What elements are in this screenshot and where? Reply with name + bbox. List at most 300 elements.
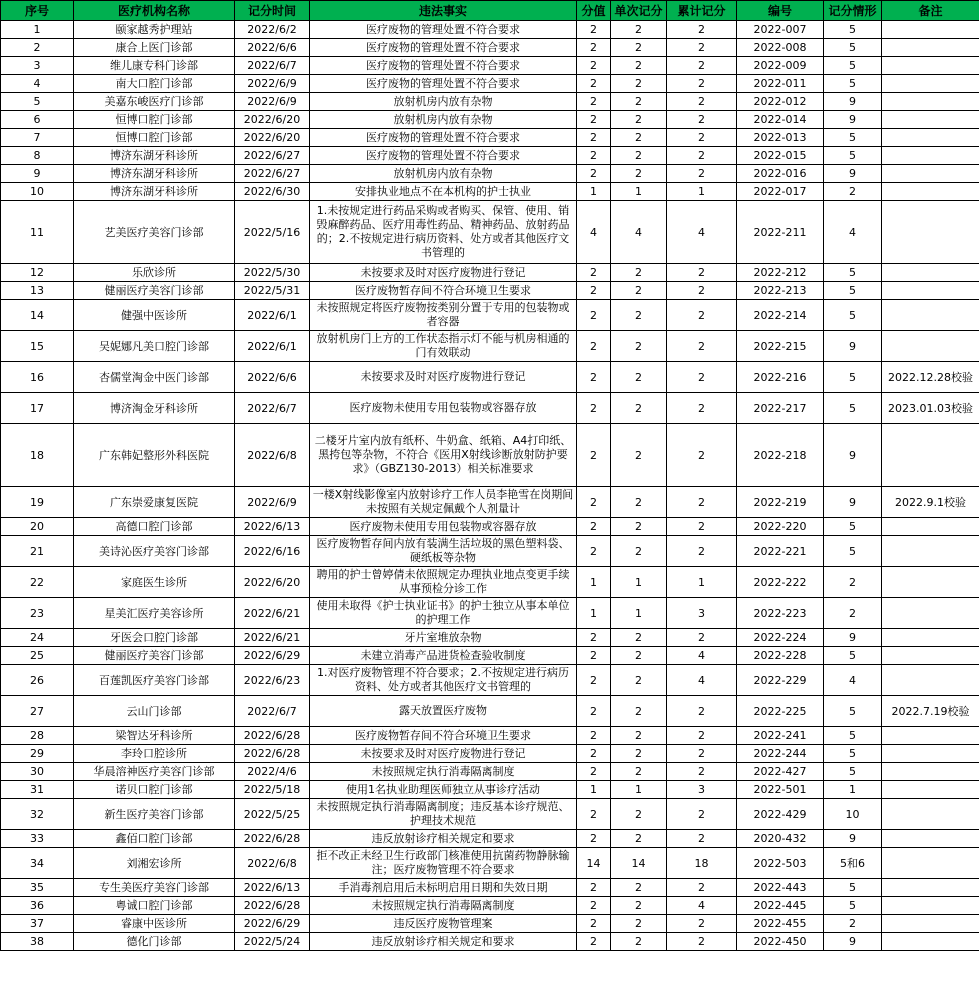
cell-single: 2	[611, 830, 667, 848]
cell-no: 21	[1, 536, 74, 567]
cell-total: 3	[667, 781, 737, 799]
cell-case: 5	[824, 647, 882, 665]
cell-single: 2	[611, 165, 667, 183]
cell-score: 4	[577, 201, 611, 264]
cell-single: 2	[611, 331, 667, 362]
col-header-note: 备注	[882, 1, 979, 21]
cell-total: 2	[667, 696, 737, 727]
cell-fact: 放射机房内放有杂物	[310, 111, 577, 129]
cell-code: 2022-223	[737, 598, 824, 629]
cell-single: 2	[611, 57, 667, 75]
cell-date: 2022/6/30	[235, 183, 310, 201]
cell-fact: 未按照规定执行消毒隔离制度	[310, 763, 577, 781]
cell-note	[882, 830, 979, 848]
cell-case: 5	[824, 536, 882, 567]
cell-case: 9	[824, 424, 882, 487]
cell-total: 2	[667, 93, 737, 111]
cell-case: 5	[824, 879, 882, 897]
cell-total: 2	[667, 879, 737, 897]
cell-score: 2	[577, 393, 611, 424]
cell-name: 恒博口腔门诊部	[74, 111, 235, 129]
cell-case: 5	[824, 264, 882, 282]
cell-code: 2022-014	[737, 111, 824, 129]
table-row	[1, 848, 979, 879]
table-row	[1, 567, 979, 598]
cell-single: 2	[611, 21, 667, 39]
cell-case: 4	[824, 201, 882, 264]
cell-no: 14	[1, 300, 74, 331]
table-row	[1, 424, 979, 487]
cell-no: 19	[1, 487, 74, 518]
cell-name: 鑫佰口腔门诊部	[74, 830, 235, 848]
cell-note	[882, 183, 979, 201]
cell-fact: 一楼X射线影像室内放射诊疗工作人员李艳雪在岗期间未按照有关规定佩戴个人剂量计	[310, 487, 577, 518]
cell-single: 2	[611, 264, 667, 282]
cell-score: 2	[577, 75, 611, 93]
cell-code: 2022-013	[737, 129, 824, 147]
cell-code: 2020-432	[737, 830, 824, 848]
cell-name: 颐家越秀护理站	[74, 21, 235, 39]
cell-note	[882, 165, 979, 183]
cell-no: 26	[1, 665, 74, 696]
cell-note	[882, 629, 979, 647]
cell-no: 16	[1, 362, 74, 393]
cell-code: 2022-016	[737, 165, 824, 183]
cell-no: 3	[1, 57, 74, 75]
cell-note	[882, 111, 979, 129]
cell-case: 5	[824, 518, 882, 536]
cell-score: 2	[577, 21, 611, 39]
cell-total: 1	[667, 567, 737, 598]
cell-no: 36	[1, 897, 74, 915]
cell-name: 杏儒堂淘金中医门诊部	[74, 362, 235, 393]
cell-single: 2	[611, 799, 667, 830]
cell-note	[882, 897, 979, 915]
cell-single: 1	[611, 183, 667, 201]
cell-code: 2022-017	[737, 183, 824, 201]
cell-name: 健丽医疗美容门诊部	[74, 647, 235, 665]
cell-date: 2022/6/7	[235, 57, 310, 75]
cell-fact: 使用未取得《护士执业证书》的护士独立从事本单位的护理工作	[310, 598, 577, 629]
cell-no: 24	[1, 629, 74, 647]
table-row	[1, 536, 979, 567]
cell-fact: 医疗废物的管理处置不符合要求	[310, 129, 577, 147]
cell-no: 15	[1, 331, 74, 362]
cell-name: 百莲凯医疗美容门诊部	[74, 665, 235, 696]
cell-date: 2022/5/31	[235, 282, 310, 300]
cell-date: 2022/6/9	[235, 75, 310, 93]
cell-name: 美嘉东峻医疗门诊部	[74, 93, 235, 111]
cell-fact: 牙片室堆放杂物	[310, 629, 577, 647]
cell-score: 2	[577, 879, 611, 897]
cell-score: 2	[577, 39, 611, 57]
cell-score: 1	[577, 598, 611, 629]
cell-note	[882, 21, 979, 39]
cell-no: 28	[1, 727, 74, 745]
cell-date: 2022/6/13	[235, 879, 310, 897]
cell-no: 22	[1, 567, 74, 598]
cell-score: 2	[577, 536, 611, 567]
col-header-score: 分值	[577, 1, 611, 21]
cell-fact: 放射机房门上方的工作状态指示灯不能与机房相通的门有效联动	[310, 331, 577, 362]
cell-total: 2	[667, 111, 737, 129]
cell-single: 2	[611, 897, 667, 915]
table-row	[1, 75, 979, 93]
cell-note	[882, 727, 979, 745]
cell-single: 2	[611, 745, 667, 763]
cell-note	[882, 201, 979, 264]
cell-note	[882, 331, 979, 362]
cell-total: 2	[667, 264, 737, 282]
cell-single: 1	[611, 567, 667, 598]
cell-name: 睿康中医诊所	[74, 915, 235, 933]
cell-code: 2022-007	[737, 21, 824, 39]
cell-score: 2	[577, 129, 611, 147]
cell-score: 2	[577, 830, 611, 848]
cell-score: 14	[577, 848, 611, 879]
table-row	[1, 629, 979, 647]
cell-date: 2022/6/29	[235, 915, 310, 933]
cell-no: 8	[1, 147, 74, 165]
cell-single: 1	[611, 598, 667, 629]
cell-date: 2022/6/1	[235, 300, 310, 331]
cell-fact: 露天放置医疗废物	[310, 696, 577, 727]
cell-note	[882, 879, 979, 897]
cell-date: 2022/6/1	[235, 331, 310, 362]
cell-date: 2022/6/27	[235, 147, 310, 165]
cell-code: 2022-015	[737, 147, 824, 165]
cell-total: 2	[667, 282, 737, 300]
cell-date: 2022/6/6	[235, 39, 310, 57]
cell-note: 2023.01.03校验	[882, 393, 979, 424]
col-header-fact: 违法事实	[310, 1, 577, 21]
cell-single: 2	[611, 647, 667, 665]
cell-date: 2022/6/20	[235, 129, 310, 147]
table-row	[1, 598, 979, 629]
cell-single: 2	[611, 487, 667, 518]
cell-name: 家庭医生诊所	[74, 567, 235, 598]
cell-single: 2	[611, 665, 667, 696]
cell-score: 2	[577, 93, 611, 111]
cell-score: 2	[577, 696, 611, 727]
table-row	[1, 393, 979, 424]
cell-date: 2022/4/6	[235, 763, 310, 781]
cell-date: 2022/6/13	[235, 518, 310, 536]
cell-note	[882, 647, 979, 665]
cell-score: 2	[577, 727, 611, 745]
cell-no: 33	[1, 830, 74, 848]
cell-date: 2022/6/9	[235, 487, 310, 518]
cell-total: 2	[667, 518, 737, 536]
cell-code: 2022-218	[737, 424, 824, 487]
cell-code: 2022-229	[737, 665, 824, 696]
table-row	[1, 781, 979, 799]
cell-case: 5	[824, 393, 882, 424]
cell-note	[882, 799, 979, 830]
cell-fact: 未按要求及时对医疗废物进行登记	[310, 745, 577, 763]
cell-name: 高德口腔门诊部	[74, 518, 235, 536]
cell-fact: 医疗废物的管理处置不符合要求	[310, 21, 577, 39]
cell-fact: 医疗废物暂存间不符合环境卫生要求	[310, 727, 577, 745]
cell-single: 2	[611, 518, 667, 536]
table-row	[1, 915, 979, 933]
cell-fact: 医疗废物的管理处置不符合要求	[310, 39, 577, 57]
cell-note	[882, 745, 979, 763]
cell-note	[882, 848, 979, 879]
table-row	[1, 487, 979, 518]
cell-score: 2	[577, 745, 611, 763]
cell-note	[882, 57, 979, 75]
cell-no: 5	[1, 93, 74, 111]
cell-single: 2	[611, 39, 667, 57]
cell-score: 2	[577, 147, 611, 165]
cell-name: 博济东湖牙科诊所	[74, 147, 235, 165]
cell-fact: 未建立消毒产品进货检查验收制度	[310, 647, 577, 665]
cell-fact: 医疗废物暂存间不符合环境卫生要求	[310, 282, 577, 300]
cell-score: 2	[577, 933, 611, 951]
cell-note: 2022.9.1校验	[882, 487, 979, 518]
cell-case: 9	[824, 487, 882, 518]
cell-case: 5	[824, 282, 882, 300]
cell-case: 5	[824, 57, 882, 75]
cell-date: 2022/6/28	[235, 830, 310, 848]
cell-single: 2	[611, 933, 667, 951]
cell-total: 18	[667, 848, 737, 879]
cell-score: 2	[577, 264, 611, 282]
cell-code: 2022-427	[737, 763, 824, 781]
cell-score: 1	[577, 781, 611, 799]
cell-single: 2	[611, 362, 667, 393]
cell-note	[882, 93, 979, 111]
table-row	[1, 897, 979, 915]
cell-case: 9	[824, 830, 882, 848]
cell-case: 5	[824, 763, 882, 781]
cell-total: 2	[667, 57, 737, 75]
cell-date: 2022/5/18	[235, 781, 310, 799]
cell-case: 5	[824, 147, 882, 165]
cell-name: 南大口腔门诊部	[74, 75, 235, 93]
cell-code: 2022-241	[737, 727, 824, 745]
cell-score: 2	[577, 165, 611, 183]
cell-no: 11	[1, 201, 74, 264]
cell-no: 34	[1, 848, 74, 879]
cell-name: 广东崇爱康复医院	[74, 487, 235, 518]
cell-total: 2	[667, 331, 737, 362]
cell-code: 2022-443	[737, 879, 824, 897]
col-header-name: 医疗机构名称	[74, 1, 235, 21]
cell-code: 2022-211	[737, 201, 824, 264]
cell-note: 2022.12.28校验	[882, 362, 979, 393]
table-row	[1, 147, 979, 165]
cell-name: 健丽医疗美容门诊部	[74, 282, 235, 300]
cell-fact: 违反放射诊疗相关规定和要求	[310, 933, 577, 951]
cell-no: 25	[1, 647, 74, 665]
cell-no: 35	[1, 879, 74, 897]
cell-total: 1	[667, 183, 737, 201]
cell-case: 9	[824, 331, 882, 362]
cell-date: 2022/5/24	[235, 933, 310, 951]
cell-code: 2022-219	[737, 487, 824, 518]
cell-note	[882, 781, 979, 799]
cell-fact: 未按照规定执行消毒隔离制度	[310, 897, 577, 915]
table-row	[1, 362, 979, 393]
cell-case: 1	[824, 781, 882, 799]
cell-score: 2	[577, 799, 611, 830]
cell-fact: 医疗废物的管理处置不符合要求	[310, 57, 577, 75]
col-header-single: 单次记分	[611, 1, 667, 21]
cell-code: 2022-008	[737, 39, 824, 57]
cell-case: 5	[824, 300, 882, 331]
cell-no: 9	[1, 165, 74, 183]
cell-fact: 使用1名执业助理医师独立从事诊疗活动	[310, 781, 577, 799]
cell-code: 2022-501	[737, 781, 824, 799]
cell-single: 2	[611, 75, 667, 93]
cell-note	[882, 518, 979, 536]
cell-single: 2	[611, 424, 667, 487]
cell-score: 2	[577, 897, 611, 915]
cell-single: 2	[611, 629, 667, 647]
cell-note	[882, 567, 979, 598]
cell-code: 2022-009	[737, 57, 824, 75]
table-row	[1, 264, 979, 282]
cell-total: 2	[667, 933, 737, 951]
cell-fact: 违反放射诊疗相关规定和要求	[310, 830, 577, 848]
table-row	[1, 331, 979, 362]
cell-fact: 医疗废物暂存间内放有装满生活垃圾的黑色塑料袋、硬纸板等杂物	[310, 536, 577, 567]
cell-code: 2022-445	[737, 897, 824, 915]
cell-name: 星美汇医疗美容诊所	[74, 598, 235, 629]
cell-date: 2022/6/28	[235, 745, 310, 763]
table-row	[1, 518, 979, 536]
cell-single: 2	[611, 696, 667, 727]
cell-case: 9	[824, 93, 882, 111]
cell-note	[882, 598, 979, 629]
cell-single: 2	[611, 111, 667, 129]
cell-fact: 聘用的护士曾婷倩未依照规定办理执业地点变更手续从事预检分诊工作	[310, 567, 577, 598]
table-row	[1, 830, 979, 848]
cell-code: 2022-225	[737, 696, 824, 727]
cell-total: 2	[667, 830, 737, 848]
cell-date: 2022/6/2	[235, 21, 310, 39]
table-row	[1, 696, 979, 727]
cell-date: 2022/6/9	[235, 93, 310, 111]
cell-code: 2022-213	[737, 282, 824, 300]
cell-case: 5	[824, 75, 882, 93]
cell-code: 2022-212	[737, 264, 824, 282]
table-row	[1, 799, 979, 830]
cell-total: 2	[667, 745, 737, 763]
cell-total: 3	[667, 598, 737, 629]
cell-name: 博济东湖牙科诊所	[74, 165, 235, 183]
cell-name: 维儿康专科门诊部	[74, 57, 235, 75]
cell-single: 2	[611, 536, 667, 567]
cell-fact: 安排执业地点不在本机构的护士执业	[310, 183, 577, 201]
cell-note	[882, 536, 979, 567]
cell-single: 2	[611, 282, 667, 300]
cell-code: 2022-222	[737, 567, 824, 598]
cell-date: 2022/6/20	[235, 567, 310, 598]
cell-note	[882, 75, 979, 93]
table-row	[1, 93, 979, 111]
cell-total: 4	[667, 201, 737, 264]
cell-fact: 医疗废物的管理处置不符合要求	[310, 147, 577, 165]
cell-name: 美诗沁医疗美容门诊部	[74, 536, 235, 567]
table-row	[1, 282, 979, 300]
cell-name: 德化门诊部	[74, 933, 235, 951]
cell-date: 2022/6/29	[235, 647, 310, 665]
cell-no: 27	[1, 696, 74, 727]
cell-no: 4	[1, 75, 74, 93]
cell-total: 2	[667, 75, 737, 93]
cell-note	[882, 300, 979, 331]
cell-score: 2	[577, 57, 611, 75]
cell-code: 2022-220	[737, 518, 824, 536]
table-row	[1, 111, 979, 129]
cell-case: 5	[824, 39, 882, 57]
table-body	[1, 21, 979, 951]
cell-no: 6	[1, 111, 74, 129]
cell-name: 华晨溶神医疗美容门诊部	[74, 763, 235, 781]
cell-code: 2022-011	[737, 75, 824, 93]
cell-fact: 手消毒剂启用后未标明启用日期和失效日期	[310, 879, 577, 897]
cell-name: 乐欣诊所	[74, 264, 235, 282]
cell-date: 2022/6/6	[235, 362, 310, 393]
cell-total: 2	[667, 300, 737, 331]
cell-total: 2	[667, 147, 737, 165]
cell-total: 4	[667, 665, 737, 696]
cell-date: 2022/5/30	[235, 264, 310, 282]
cell-code: 2022-217	[737, 393, 824, 424]
cell-date: 2022/6/8	[235, 848, 310, 879]
cell-score: 1	[577, 567, 611, 598]
table-row	[1, 647, 979, 665]
cell-no: 17	[1, 393, 74, 424]
cell-code: 2022-244	[737, 745, 824, 763]
cell-total: 2	[667, 629, 737, 647]
cell-date: 2022/6/7	[235, 696, 310, 727]
table-row	[1, 21, 979, 39]
cell-fact: 1.对医疗废物管理不符合要求；2.不按规定进行病历资料、处方或者其他医疗文书管理的	[310, 665, 577, 696]
cell-note	[882, 129, 979, 147]
table-row	[1, 745, 979, 763]
cell-score: 2	[577, 647, 611, 665]
cell-score: 2	[577, 915, 611, 933]
cell-single: 2	[611, 879, 667, 897]
cell-name: 诺贝口腔门诊部	[74, 781, 235, 799]
cell-no: 32	[1, 799, 74, 830]
cell-total: 2	[667, 165, 737, 183]
cell-fact: 拒不改正未经卫生行政部门核准使用抗菌药物静脉输注；医疗废物管理不符合要求	[310, 848, 577, 879]
cell-name: 康合上医门诊部	[74, 39, 235, 57]
cell-no: 18	[1, 424, 74, 487]
cell-no: 38	[1, 933, 74, 951]
cell-no: 1	[1, 21, 74, 39]
col-header-case: 记分情形	[824, 1, 882, 21]
cell-score: 1	[577, 183, 611, 201]
col-header-total: 累计记分	[667, 1, 737, 21]
cell-no: 30	[1, 763, 74, 781]
cell-total: 2	[667, 39, 737, 57]
cell-code: 2022-216	[737, 362, 824, 393]
cell-score: 2	[577, 665, 611, 696]
cell-no: 7	[1, 129, 74, 147]
cell-total: 4	[667, 647, 737, 665]
cell-no: 10	[1, 183, 74, 201]
table-row	[1, 727, 979, 745]
cell-score: 2	[577, 111, 611, 129]
cell-no: 37	[1, 915, 74, 933]
cell-score: 2	[577, 282, 611, 300]
